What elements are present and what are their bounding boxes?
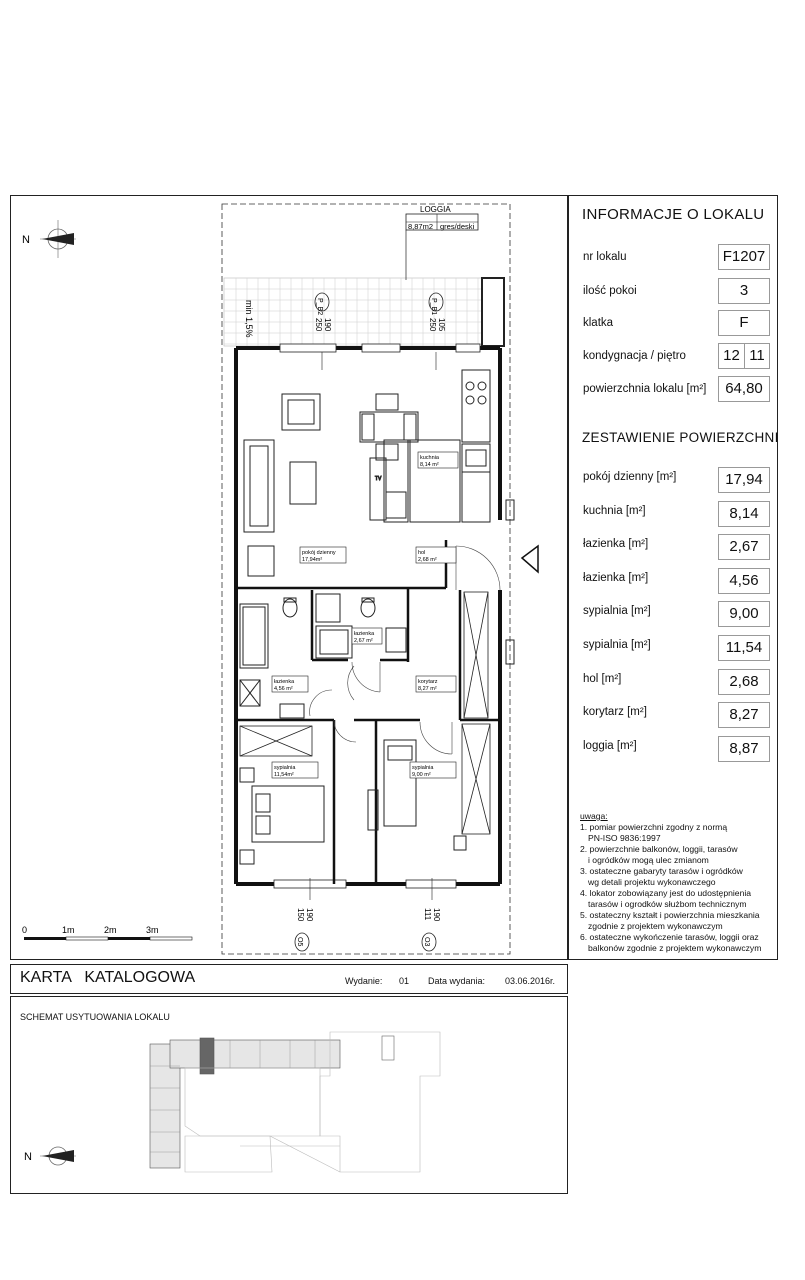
svg-text:8,27 m²: 8,27 m² bbox=[418, 686, 437, 692]
window-tag-pb2 bbox=[314, 293, 332, 332]
edition-value: 01 bbox=[399, 976, 410, 986]
note-line: i ogródków mogą ulec zmianom bbox=[588, 855, 709, 865]
note-line: tarasów i ogrodków służbom technicznym bbox=[588, 899, 747, 909]
area-value: 17,94 bbox=[718, 467, 770, 493]
svg-text:190: 190 bbox=[305, 908, 314, 922]
svg-text:8,14 m²: 8,14 m² bbox=[420, 462, 439, 468]
note-line: 5. ostateczny kształt i powierzchnia mieszkania bbox=[580, 910, 760, 920]
loggia-area: 8,87m2 bbox=[408, 222, 434, 231]
info-value-rooms: 3 bbox=[718, 278, 770, 304]
north-label: N bbox=[22, 234, 30, 246]
info-label-area: powierzchnia lokalu [m²] bbox=[583, 383, 707, 395]
area-label: kuchnia [m²] bbox=[583, 505, 646, 517]
info-value-nr: F1207 bbox=[718, 244, 770, 270]
svg-text:pokój dzienny: pokój dzienny bbox=[302, 550, 336, 556]
svg-text:0: 0 bbox=[22, 925, 28, 935]
room-label-kitchen bbox=[418, 452, 458, 468]
svg-text:łazienka: łazienka bbox=[354, 631, 375, 637]
entrance-door-icon bbox=[456, 546, 538, 590]
scale-bar bbox=[22, 925, 192, 940]
window-tag-pb1 bbox=[428, 293, 446, 332]
room-label-living bbox=[300, 547, 346, 563]
note-line: PN-ISO 9836:1997 bbox=[588, 833, 661, 843]
area-label: hol [m²] bbox=[583, 673, 622, 685]
window-tag-o5 bbox=[295, 908, 314, 951]
area-value: 4,56 bbox=[718, 568, 770, 594]
svg-text:17,94m²: 17,94m² bbox=[302, 557, 323, 563]
area-label: korytarz [m²] bbox=[583, 706, 647, 718]
room-label-bath-1 bbox=[352, 628, 382, 644]
area-label: pokój dzienny [m²] bbox=[583, 471, 677, 483]
svg-text:2,68 m²: 2,68 m² bbox=[418, 557, 437, 563]
area-value: 9,00 bbox=[718, 601, 770, 627]
svg-text:kuchnia: kuchnia bbox=[420, 455, 439, 461]
room-label-bath-2 bbox=[272, 676, 308, 692]
info-label-floor: kondygnacja / piętro bbox=[583, 350, 686, 362]
note-line: wg detali projektu wykonawczego bbox=[588, 877, 716, 887]
svg-text:sypialnia: sypialnia bbox=[412, 765, 434, 771]
building-footprint bbox=[150, 1038, 340, 1168]
note-line: 3. ostateczne gabaryty tarasów i ogródków bbox=[580, 866, 743, 876]
schema-title: SCHEMAT USYTUOWANIA LOKALU bbox=[20, 1012, 170, 1022]
schema-north-label: N bbox=[24, 1151, 32, 1163]
room-label-corridor bbox=[416, 676, 456, 692]
area-value: 2,67 bbox=[718, 534, 770, 560]
svg-text:1m: 1m bbox=[62, 925, 75, 935]
svg-text:105: 105 bbox=[437, 318, 446, 332]
svg-text:łazienka: łazienka bbox=[274, 679, 295, 685]
loggia-tag bbox=[406, 205, 478, 280]
svg-text:250: 250 bbox=[428, 318, 437, 332]
area-value: 2,68 bbox=[718, 669, 770, 695]
info-title: INFORMACJE O LOKALU bbox=[582, 206, 765, 223]
area-value: 8,14 bbox=[718, 501, 770, 527]
svg-text:250: 250 bbox=[314, 318, 323, 332]
svg-text:3m: 3m bbox=[146, 925, 159, 935]
svg-text:11,54m²: 11,54m² bbox=[274, 772, 294, 778]
note-line: 6. ostateczne wykończenie tarasów, loggii oraz bbox=[580, 932, 759, 942]
site-plan bbox=[10, 996, 568, 1194]
notes-heading: uwaga: bbox=[580, 811, 608, 821]
date-value: 03.06.2016r. bbox=[505, 976, 556, 986]
info-label-stair: klatka bbox=[583, 317, 614, 329]
room-label-hall bbox=[416, 547, 456, 563]
info-value-stair: F bbox=[718, 310, 770, 336]
note-line: 1. pomiar powierzchni zgodny z normą bbox=[580, 822, 728, 832]
info-value-area: 64,80 bbox=[718, 376, 770, 402]
note-line: 2. powierzchnie balkonów, loggii, tarasów bbox=[580, 844, 738, 854]
svg-text:P_B1: P_B1 bbox=[430, 298, 437, 316]
loggia-name: LOGGIA bbox=[420, 205, 451, 214]
svg-text:2m: 2m bbox=[104, 925, 117, 935]
edition-label: Wydanie: bbox=[345, 976, 383, 986]
svg-text:4,56 m²: 4,56 m² bbox=[274, 686, 293, 692]
area-value: 11,54 bbox=[718, 635, 770, 661]
note-line: balkonów zgodnie z projektem wykonawczym bbox=[588, 943, 762, 953]
loggia-tiles bbox=[224, 278, 482, 346]
svg-text:sypialnia: sypialnia bbox=[274, 765, 296, 771]
info-value-storey: 12 bbox=[718, 343, 744, 369]
date-label: Data wydania: bbox=[428, 976, 486, 986]
north-arrow-icon bbox=[22, 220, 76, 258]
svg-text:O3: O3 bbox=[423, 937, 430, 947]
interior-walls bbox=[236, 540, 500, 884]
info-label-rooms: ilość pokoi bbox=[583, 285, 637, 297]
note-line: zgodnie z projektem wykonawczym bbox=[588, 921, 723, 931]
svg-text:korytarz: korytarz bbox=[418, 679, 438, 685]
svg-text:150: 150 bbox=[296, 908, 305, 922]
info-label-nr: nr lokalu bbox=[583, 251, 627, 263]
svg-text:190: 190 bbox=[432, 908, 441, 922]
note-line: 4. lokator zobowiązany jest do udostępnienia bbox=[580, 888, 752, 898]
area-label: loggia [m²] bbox=[583, 740, 637, 752]
room-label-bedroom-1 bbox=[272, 762, 318, 778]
svg-text:P_B2: P_B2 bbox=[316, 298, 323, 316]
area-label: łazienka [m²] bbox=[583, 572, 649, 584]
catalog-title: KARTA KATALOGOWA bbox=[20, 969, 196, 986]
svg-text:TV: TV bbox=[375, 476, 382, 482]
notes bbox=[580, 811, 780, 954]
area-value: 8,27 bbox=[718, 702, 770, 728]
areas-title: ZESTAWIENIE POWIERZCHNI bbox=[582, 430, 779, 445]
svg-text:O5: O5 bbox=[296, 937, 303, 947]
svg-text:190: 190 bbox=[323, 318, 332, 332]
info-value-floor: 11 bbox=[744, 343, 770, 369]
loggia-finish: gres/deski bbox=[440, 222, 475, 231]
schema-north-arrow-icon bbox=[24, 1147, 76, 1165]
svg-text:hol: hol bbox=[418, 550, 426, 556]
area-label: łazienka [m²] bbox=[583, 538, 649, 550]
bathroom-fixtures bbox=[240, 594, 406, 718]
svg-text:2,67 m²: 2,67 m² bbox=[354, 638, 373, 644]
area-label: sypialnia [m²] bbox=[583, 605, 651, 617]
area-label: sypialnia [m²] bbox=[583, 639, 651, 651]
room-label-bedroom-2 bbox=[410, 762, 456, 778]
window-tag-o3 bbox=[422, 908, 441, 951]
svg-text:111: 111 bbox=[423, 908, 432, 921]
slope-label: min 1,5% bbox=[244, 300, 254, 338]
area-value: 8,87 bbox=[718, 736, 770, 762]
svg-text:9,00 m²: 9,00 m² bbox=[412, 772, 431, 778]
